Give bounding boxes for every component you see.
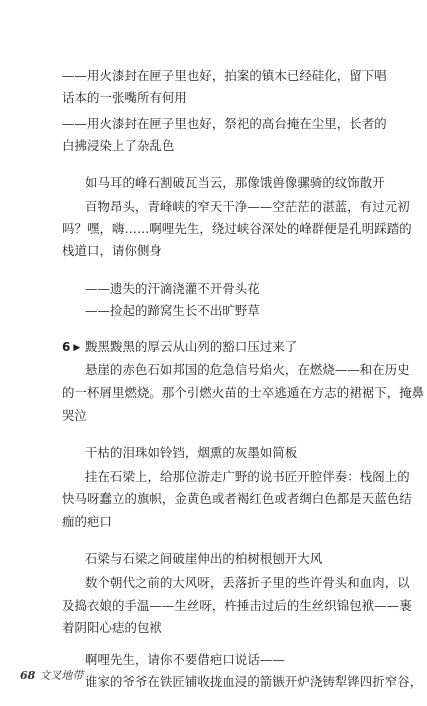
page-footer bbox=[20, 669, 83, 683]
text-line: 哭泣 bbox=[62, 408, 87, 423]
text-line: 痂的疤口 bbox=[62, 514, 112, 529]
section-number: 6 bbox=[62, 340, 71, 354]
text-line: 白拂浸染上了杂乱色 bbox=[62, 138, 175, 153]
text-line: 谁家的爷爷在铁匠铺收拢血浸的箭镞开炉浇铸犁铧四折窄谷， bbox=[85, 674, 423, 689]
text-line: 的一杯屑里燃烧。那个引燃火苗的士卒逃遁在方志的裙裾下，掩鼻 bbox=[62, 385, 425, 400]
running-title: 文叉地带 bbox=[39, 669, 84, 682]
section-marker bbox=[62, 339, 80, 356]
text-line: 话本的一张嘴所有何用 bbox=[62, 90, 187, 105]
section-heading: 黢黑黢黑的厚云从山列的豁口压过来了 bbox=[85, 339, 298, 354]
text-line: 百物昂头，青峰峡的窄天干净——空茫茫的湛蓝，有过元初 bbox=[85, 199, 410, 214]
text-line: 吗？嘿，嗨……啊哩先生，绕过峡谷深处的峰群便是孔明踩踏的 bbox=[62, 221, 412, 236]
text-line: 着阴阳心痣的包袱 bbox=[62, 620, 162, 635]
text-line: 石梁与石梁之间破崖伸出的柏树根刨开大风 bbox=[85, 551, 323, 566]
text-line: ——捡起的蹄窝生长不出旷野草 bbox=[85, 303, 260, 318]
arrow-right-icon: ▶ bbox=[73, 343, 81, 353]
text-line: ——遗失的汗滴浇灌不开骨头花 bbox=[85, 281, 260, 296]
text-line: 如马耳的峰石割破瓦当云，那像饿兽像骡骑的纹饰散开 bbox=[85, 175, 385, 190]
text-line: 数个朝代之前的大风呀，丢落折子里的些许骨头和血肉，以 bbox=[85, 575, 410, 590]
text-line: ——用火漆封在匣子里也好，祭祀的高台掩在尘里，长者的 bbox=[62, 116, 387, 131]
text-line: 快马呀蠢立的旗帜，金黄色或者褐红色或者绸白色都是天蓝色结 bbox=[62, 491, 412, 506]
text-line: 啊哩先生，请你不要借疤口说话—— bbox=[85, 652, 285, 667]
page-number: 68 bbox=[20, 669, 36, 682]
text-line: 栈道口，请你侧身 bbox=[62, 243, 162, 258]
text-line: 干枯的泪珠如铃铛，烟熏的灰墨如简板 bbox=[85, 445, 298, 460]
text-line: 悬崖的赤色石如邦国的危急信号焰火，在燃烧——和在历史 bbox=[85, 362, 410, 377]
text-line: 挂在石梁上，给那位游走广野的说书匠开腔伴奏：栈阁上的 bbox=[85, 469, 410, 484]
text-line: ——用火漆封在匣子里也好，拍案的镇木已经硅化，留下唱 bbox=[62, 68, 387, 83]
text-line: 及捣衣娘的手温——生丝呀，杵捶击过后的生丝织锦包袱——裹 bbox=[62, 598, 412, 613]
